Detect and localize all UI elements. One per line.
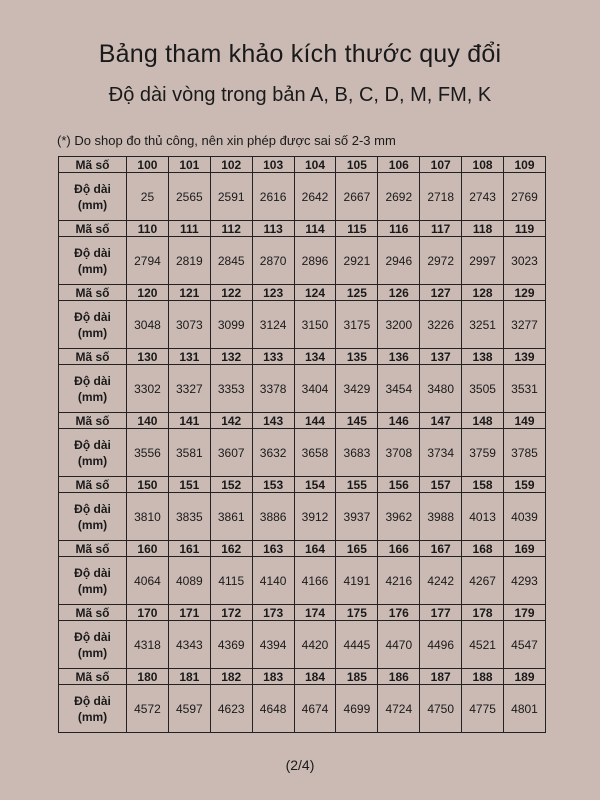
length-cell: 4318: [127, 621, 169, 669]
code-cell: 139: [504, 349, 546, 365]
length-label-text: Độ dài: [74, 437, 111, 452]
length-cell: 4115: [210, 557, 252, 605]
code-cell: 152: [210, 477, 252, 493]
code-cell: 165: [336, 541, 378, 557]
length-label: [59, 557, 127, 605]
length-cell: 2769: [504, 173, 546, 221]
code-cell: 104: [294, 157, 336, 173]
code-cell: 153: [252, 477, 294, 493]
length-cell: 4242: [420, 557, 462, 605]
length-cell: 3658: [294, 429, 336, 477]
code-cell: 155: [336, 477, 378, 493]
length-cell: 4420: [294, 621, 336, 669]
length-cell: 2591: [210, 173, 252, 221]
code-label: Mã số: [59, 477, 127, 493]
code-cell: 101: [168, 157, 210, 173]
length-cell: 3861: [210, 493, 252, 541]
length-cell: 4699: [336, 685, 378, 733]
code-cell: 148: [462, 413, 504, 429]
page-title: Bảng tham khảo kích thước quy đổi: [98, 40, 502, 68]
code-cell: 147: [420, 413, 462, 429]
code-cell: 112: [210, 221, 252, 237]
code-cell: 123: [252, 285, 294, 301]
length-cell: 3632: [252, 429, 294, 477]
code-cell: 125: [336, 285, 378, 301]
length-cell: 3937: [336, 493, 378, 541]
length-cell: 2565: [168, 173, 210, 221]
length-cell: 3251: [462, 301, 504, 349]
code-cell: 174: [294, 605, 336, 621]
length-cell: 2997: [462, 237, 504, 285]
code-cell: 146: [378, 413, 420, 429]
length-cell: 3505: [462, 365, 504, 413]
code-cell: 120: [127, 285, 169, 301]
length-cell: 3429: [336, 365, 378, 413]
code-cell: 103: [252, 157, 294, 173]
code-cell: 176: [378, 605, 420, 621]
length-cell: 3785: [504, 429, 546, 477]
code-row: [59, 221, 546, 237]
length-cell: 3302: [127, 365, 169, 413]
length-label-unit: (mm): [77, 261, 108, 276]
length-cell: 4521: [462, 621, 504, 669]
code-cell: 138: [462, 349, 504, 365]
code-row: [59, 157, 546, 173]
code-cell: 182: [210, 669, 252, 685]
code-cell: 161: [168, 541, 210, 557]
code-row: [59, 541, 546, 557]
length-label: [59, 173, 127, 221]
length-cell: 2896: [294, 237, 336, 285]
code-cell: 117: [420, 221, 462, 237]
length-cell: 2845: [210, 237, 252, 285]
length-cell: 4013: [462, 493, 504, 541]
length-cell: 3556: [127, 429, 169, 477]
code-cell: 128: [462, 285, 504, 301]
length-cell: 4648: [252, 685, 294, 733]
code-cell: 163: [252, 541, 294, 557]
length-cell: 3150: [294, 301, 336, 349]
length-cell: 3912: [294, 493, 336, 541]
length-cell: 4369: [210, 621, 252, 669]
code-row: [59, 285, 546, 301]
code-row: [59, 413, 546, 429]
length-row: [59, 365, 546, 413]
code-cell: 127: [420, 285, 462, 301]
length-cell: 2819: [168, 237, 210, 285]
page-subtitle: Độ dài vòng trong bản A, B, C, D, M, FM, K: [108, 84, 492, 106]
code-cell: 169: [504, 541, 546, 557]
length-cell: 4191: [336, 557, 378, 605]
code-cell: 142: [210, 413, 252, 429]
length-label: [59, 493, 127, 541]
length-cell: 4801: [504, 685, 546, 733]
code-cell: 183: [252, 669, 294, 685]
length-label-unit: (mm): [77, 389, 108, 404]
length-label-text: Độ dài: [74, 373, 111, 388]
code-cell: 116: [378, 221, 420, 237]
length-cell: 4039: [504, 493, 546, 541]
code-cell: 110: [127, 221, 169, 237]
length-label-text: Độ dài: [74, 181, 111, 196]
length-cell: 4064: [127, 557, 169, 605]
length-row: [59, 557, 546, 605]
length-row: [59, 237, 546, 285]
length-cell: 3200: [378, 301, 420, 349]
size-table: [58, 156, 546, 733]
code-cell: 157: [420, 477, 462, 493]
code-cell: 122: [210, 285, 252, 301]
code-cell: 105: [336, 157, 378, 173]
length-row: [59, 301, 546, 349]
length-cell: 2972: [420, 237, 462, 285]
length-cell: 3226: [420, 301, 462, 349]
length-cell: 4445: [336, 621, 378, 669]
length-cell: 4166: [294, 557, 336, 605]
length-cell: 4750: [420, 685, 462, 733]
code-cell: 134: [294, 349, 336, 365]
length-cell: 2946: [378, 237, 420, 285]
code-cell: 129: [504, 285, 546, 301]
length-label-unit: (mm): [77, 453, 108, 468]
length-cell: 3099: [210, 301, 252, 349]
code-cell: 133: [252, 349, 294, 365]
length-cell: 25: [127, 173, 169, 221]
length-cell: 3353: [210, 365, 252, 413]
code-label: Mã số: [59, 285, 127, 301]
code-cell: 186: [378, 669, 420, 685]
code-cell: 173: [252, 605, 294, 621]
length-cell: 2921: [336, 237, 378, 285]
length-cell: 4216: [378, 557, 420, 605]
length-cell: 3124: [252, 301, 294, 349]
code-cell: 111: [168, 221, 210, 237]
code-cell: 143: [252, 413, 294, 429]
length-label: [59, 621, 127, 669]
length-cell: 4775: [462, 685, 504, 733]
code-label: Mã số: [59, 669, 127, 685]
length-cell: 4572: [127, 685, 169, 733]
code-cell: 115: [336, 221, 378, 237]
code-cell: 180: [127, 669, 169, 685]
length-row: [59, 429, 546, 477]
code-cell: 177: [420, 605, 462, 621]
length-label: [59, 237, 127, 285]
code-cell: 114: [294, 221, 336, 237]
code-cell: 113: [252, 221, 294, 237]
code-label: Mã số: [59, 157, 127, 173]
measurement-note: (*) Do shop đo thủ công, nên xin phép được sai số 2-3 mm: [57, 133, 396, 148]
code-cell: 106: [378, 157, 420, 173]
code-cell: 107: [420, 157, 462, 173]
code-cell: 162: [210, 541, 252, 557]
code-cell: 181: [168, 669, 210, 685]
length-label-unit: (mm): [77, 517, 108, 532]
code-cell: 158: [462, 477, 504, 493]
code-cell: 109: [504, 157, 546, 173]
length-label-text: Độ dài: [74, 501, 111, 516]
length-cell: 3327: [168, 365, 210, 413]
code-cell: 154: [294, 477, 336, 493]
code-cell: 189: [504, 669, 546, 685]
length-cell: 4470: [378, 621, 420, 669]
code-row: [59, 477, 546, 493]
code-cell: 140: [127, 413, 169, 429]
length-cell: 3277: [504, 301, 546, 349]
length-cell: 4496: [420, 621, 462, 669]
length-cell: 4140: [252, 557, 294, 605]
code-cell: 119: [504, 221, 546, 237]
code-cell: 178: [462, 605, 504, 621]
length-cell: 4547: [504, 621, 546, 669]
length-cell: 2667: [336, 173, 378, 221]
length-row: [59, 173, 546, 221]
length-label-text: Độ dài: [74, 629, 111, 644]
code-cell: 102: [210, 157, 252, 173]
code-cell: 166: [378, 541, 420, 557]
length-cell: 3048: [127, 301, 169, 349]
length-label-text: Độ dài: [74, 245, 111, 260]
code-cell: 159: [504, 477, 546, 493]
code-cell: 126: [378, 285, 420, 301]
code-cell: 131: [168, 349, 210, 365]
code-row: [59, 349, 546, 365]
code-label: Mã số: [59, 605, 127, 621]
length-cell: 2870: [252, 237, 294, 285]
length-cell: 3607: [210, 429, 252, 477]
code-row: [59, 605, 546, 621]
length-cell: 4724: [378, 685, 420, 733]
length-label-unit: (mm): [77, 197, 108, 212]
length-label: [59, 365, 127, 413]
code-cell: 156: [378, 477, 420, 493]
length-cell: 4293: [504, 557, 546, 605]
length-cell: 2642: [294, 173, 336, 221]
length-label-text: Độ dài: [74, 693, 111, 708]
code-cell: 141: [168, 413, 210, 429]
code-cell: 145: [336, 413, 378, 429]
length-label-text: Độ dài: [74, 565, 111, 580]
code-cell: 179: [504, 605, 546, 621]
length-cell: 3708: [378, 429, 420, 477]
length-cell: 3886: [252, 493, 294, 541]
code-cell: 130: [127, 349, 169, 365]
length-cell: 3759: [462, 429, 504, 477]
code-cell: 108: [462, 157, 504, 173]
length-cell: 4597: [168, 685, 210, 733]
code-row: [59, 669, 546, 685]
length-row: [59, 493, 546, 541]
length-label-unit: (mm): [77, 581, 108, 596]
length-cell: 3404: [294, 365, 336, 413]
length-cell: 4674: [294, 685, 336, 733]
length-label-text: Độ dài: [74, 309, 111, 324]
code-label: Mã số: [59, 349, 127, 365]
size-table-body: [59, 157, 546, 733]
code-label: Mã số: [59, 541, 127, 557]
code-cell: 170: [127, 605, 169, 621]
length-row: [59, 685, 546, 733]
code-cell: 121: [168, 285, 210, 301]
code-cell: 137: [420, 349, 462, 365]
length-cell: 3734: [420, 429, 462, 477]
code-cell: 185: [336, 669, 378, 685]
code-cell: 184: [294, 669, 336, 685]
length-cell: 2692: [378, 173, 420, 221]
length-cell: 3378: [252, 365, 294, 413]
length-cell: 4267: [462, 557, 504, 605]
code-cell: 164: [294, 541, 336, 557]
code-cell: 172: [210, 605, 252, 621]
length-label: [59, 429, 127, 477]
length-cell: 3988: [420, 493, 462, 541]
length-label: [59, 685, 127, 733]
length-cell: 3023: [504, 237, 546, 285]
length-cell: 3810: [127, 493, 169, 541]
code-cell: 136: [378, 349, 420, 365]
code-cell: 187: [420, 669, 462, 685]
code-cell: 124: [294, 285, 336, 301]
code-cell: 150: [127, 477, 169, 493]
length-cell: 4394: [252, 621, 294, 669]
length-cell: 4089: [168, 557, 210, 605]
code-cell: 168: [462, 541, 504, 557]
length-cell: 3073: [168, 301, 210, 349]
page-number: (2/4): [285, 757, 315, 773]
code-cell: 132: [210, 349, 252, 365]
length-cell: 3962: [378, 493, 420, 541]
length-cell: 2616: [252, 173, 294, 221]
length-cell: 3454: [378, 365, 420, 413]
length-cell: 2743: [462, 173, 504, 221]
code-cell: 149: [504, 413, 546, 429]
length-cell: 2718: [420, 173, 462, 221]
code-label: Mã số: [59, 413, 127, 429]
code-cell: 118: [462, 221, 504, 237]
code-label: Mã số: [59, 221, 127, 237]
length-label-unit: (mm): [77, 709, 108, 724]
length-label-unit: (mm): [77, 325, 108, 340]
length-cell: 3531: [504, 365, 546, 413]
length-cell: 3480: [420, 365, 462, 413]
length-label-unit: (mm): [77, 645, 108, 660]
length-row: [59, 621, 546, 669]
code-cell: 188: [462, 669, 504, 685]
code-cell: 175: [336, 605, 378, 621]
code-cell: 171: [168, 605, 210, 621]
length-label: [59, 301, 127, 349]
length-cell: 2794: [127, 237, 169, 285]
code-cell: 100: [127, 157, 169, 173]
length-cell: 3175: [336, 301, 378, 349]
length-cell: 3835: [168, 493, 210, 541]
code-cell: 144: [294, 413, 336, 429]
code-cell: 151: [168, 477, 210, 493]
length-cell: 4343: [168, 621, 210, 669]
code-cell: 135: [336, 349, 378, 365]
code-cell: 160: [127, 541, 169, 557]
length-cell: 3683: [336, 429, 378, 477]
code-cell: 167: [420, 541, 462, 557]
length-cell: 4623: [210, 685, 252, 733]
length-cell: 3581: [168, 429, 210, 477]
